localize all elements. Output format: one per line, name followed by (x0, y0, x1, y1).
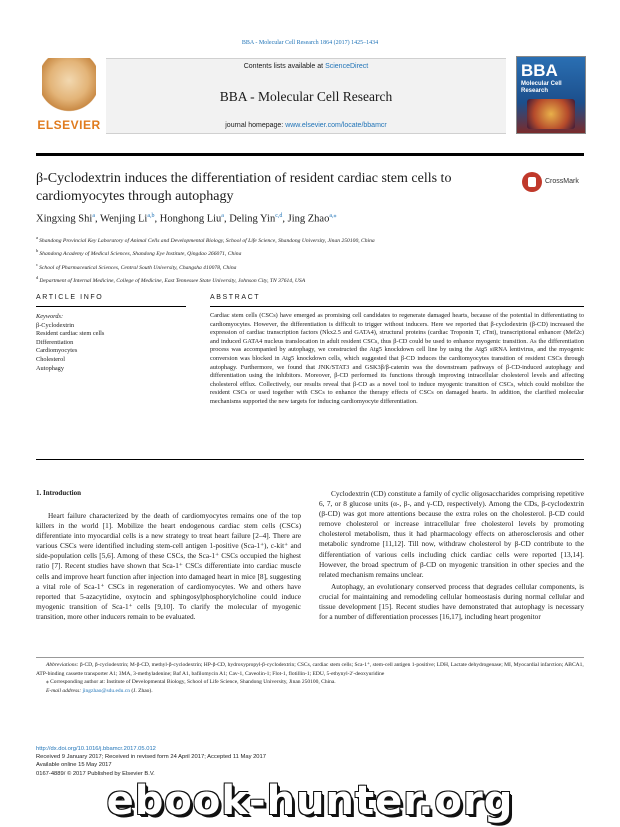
body-column-right (319, 489, 584, 622)
cover-title: BBA (521, 61, 558, 80)
keyword: Cardiomyocytes (36, 347, 78, 355)
journal-cover-thumbnail[interactable] (516, 56, 586, 134)
article-info-rule (36, 306, 186, 307)
author-affiliation-marker[interactable]: a (92, 213, 95, 219)
body-column-left (36, 511, 301, 622)
affiliation-marker: b (36, 248, 40, 254)
email-footnote (36, 687, 584, 696)
author-affiliation-marker[interactable]: a,⁎ (329, 213, 337, 219)
affiliation-marker: c (36, 261, 40, 267)
keywords-block (36, 313, 186, 373)
affiliation (36, 246, 584, 259)
email-link[interactable]: jingzhao@sdu.edu.cn (82, 687, 130, 694)
abbreviations-text: β-CD, β-cyclodextrin; M-β-CD, methyl-β-cyclodextrin; HP-β-CD, hydroxypropyl-β-cyclodextrin; CSCs, cardiac stem cells; Sca-1⁺, stem-cell antigen 1-positive; LDH, Lactate dehydrogenase; MI, Myocardial infarction; ABCA1, ATP-binding cassette transporter A1; 3MA, 3-methyladenine; Baf A1, bafilomycin A1; Cav-1, Caveolin-1; Flot-1, flotillin-1; EDU, 5-ethynyl-2′-deoxyuridine (36, 662, 584, 677)
author-affiliation-marker[interactable]: a (221, 213, 224, 219)
journal-title: BBA - Molecular Cell Research (219, 89, 393, 104)
contents-line (106, 63, 506, 70)
keyword: Cholesterol (36, 355, 66, 363)
cover-image (527, 99, 575, 129)
affiliation (36, 233, 584, 246)
footnote-rule (36, 657, 584, 658)
affiliation-marker: a (36, 235, 40, 240)
affiliation (36, 260, 584, 273)
keyword: Resident cardiac stem cells (36, 330, 105, 338)
copyright-line: 0167-4889/ © 2017 Published by Elsevier B.V. (36, 770, 155, 777)
watermark-text: ebook-hunter.org (106, 778, 514, 824)
body-paragraph: Autophagy, an evolutionary conserved process that degrades cellular components, is crucial for maintaining and remodeling cellular homeostasis during normal cellular and tissue development [15]. Recent studies have demonstrated that autophagy is necessary for a number of differentiation processes [16,17], including heart progenitor (319, 581, 584, 622)
corresponding-author-footnote: ⁎ Corresponding author at: Institute of Developmental Biology, School of Life Science, Shandong University, Jinan 250100, China. (46, 679, 336, 685)
keyword: β-Cyclodextrin (36, 321, 75, 329)
elsevier-logo[interactable] (36, 56, 102, 134)
abbreviations-footnote (36, 661, 584, 678)
keyword: Autophagy (36, 364, 64, 372)
affiliation-marker: d (36, 275, 40, 281)
author-name[interactable]: Deling Yin (229, 213, 276, 225)
affiliation-list (36, 233, 584, 286)
affiliation-text: School of Pharmaceutical Sciences, Central South University, Changsha 410078, China (39, 264, 237, 271)
elsevier-wordmark: ELSEVIER (37, 118, 101, 132)
abstract-text: Cardiac stem cells (CSCs) have emerged as promising cell candidates to regenerate damaged hearts, because of the potential in differentiating to cardiomyocytes. However, the differentiation is difficult to trigger without inducers. Here we reported that β-cyclodextrin (β-CD) increased the expression of cardiac transcription factors (Nkx2.5 and GATA4), structural proteins (cardiac Troponin T, cTnt), transcriptional enhancer (Mef2c) and induced GATA4 nucleus translocation in adult resident CSCs, thus β-CD could be used to enhance myogenic transition. As the differentiation process was accompanied by autophagy, we constructed the Atg5 knockdown cell line by using the Atg5 siRNA lentivirus, and the myogenic conversion was blocked in Atg5 knockdown cells, which suggested that β-CD induces the cardiomyocytes transition of resident CSCs through autophagy. Furthermore, we found that JNK/STAT3 and GSK3β/β-catenin was the downstream pathways of β-CD-induced autophagy and differentiation using the inhibitors. Moreover, β-CD performed its functions through improving intracellular cholesterol levels and affecting cholesterol efflux. Collectively, our results reveal that β-CD as a novel tool to induce myogenic transition of CSCs, which could mobilize the resident CSCs or used together with CSCs to enhance the therapy effects of CSCs on damaged hearts. In addition, the clarified molecular mechanisms supported the new targets for inducing cardiomyocyte differentiation. (210, 312, 584, 405)
elsevier-tree-icon (42, 58, 96, 114)
author-name[interactable]: Honghong Liu (159, 213, 222, 225)
journal-banner (106, 58, 506, 134)
keyword: Differentiation (36, 338, 74, 346)
affiliation-text: Department of Internal Medicine, College of Medicine, East Tennessee State University, Johnson City, TN 37614, USA (39, 277, 306, 284)
journal-masthead (36, 56, 586, 136)
author-name[interactable]: Xingxing Shi (36, 213, 93, 225)
cover-subtitle: Molecular Cell Research (521, 81, 562, 94)
contents-prefix: Contents lists available at (243, 63, 326, 70)
sciencedirect-link[interactable]: ScienceDirect (325, 63, 369, 70)
email-label: E-mail address: (46, 687, 82, 694)
section-heading-introduction: 1. Introduction (36, 489, 81, 497)
author-affiliation-marker[interactable]: a,b (147, 213, 155, 219)
abstract-rule (210, 306, 584, 307)
abbreviations-label: Abbreviations: (46, 662, 79, 668)
homepage-link[interactable]: www.elsevier.com/locate/bbamcr (285, 122, 387, 129)
author-name[interactable]: Wenjing Li (100, 213, 148, 225)
author-name[interactable]: Jing Zhao (287, 213, 330, 225)
abstract-heading: ABSTRACT (210, 294, 261, 301)
received-dates: Received 9 January 2017; Received in revised form 24 April 2017; Accepted 11 May 2017 (36, 754, 266, 761)
affiliation-text: Shandong Academy of Medical Sciences, Shandong Eye Institute, Qingdao 266071, China (39, 251, 242, 258)
footnotes (36, 661, 584, 695)
author-affiliation-marker[interactable]: c,d (275, 213, 283, 219)
doi-link[interactable]: http://dx.doi.org/10.1016/j.bbamcr.2017.05.012 (36, 746, 156, 752)
header-divider (36, 153, 584, 156)
crossmark-button[interactable] (522, 172, 584, 194)
crossmark-label: CrossMark (545, 178, 579, 185)
homepage-line (106, 122, 506, 129)
article-info-heading: ARTICLE INFO (36, 294, 104, 301)
author-list: Xingxing Shi$^a$, Wenjing Li$^{a,b}$, Honghong Liu$^a$, Deling Yin$^{c,d}$, Jing Zhao$^{a,⁎}$ (36, 213, 337, 225)
body-paragraph: Heart failure characterized by the death of cardiomyocytes remains one of the top killers in the world [1]. Mobilize the heart endogenous cardiac stem cells (CSCs) differentiate into myocardial cells is a new strategy to treat heart failure [2–4]. There are various CSCs were identified including stem-cell antigen 1-positive (Sca-1⁺), c-kit⁺ and side-population cells [5,6]. Among of these CSCs, the Sca-1⁺ CSCs occupied the highest ratio [7]. Recent studies have shown that Sca-1⁺ CSCs differentiate into cardiac muscle cells and improve heart function after injection into damaged heart in mice [8], suggesting a vital role of Sca-1⁺ CSCs in regeneration of cardiomyocytes. We and others have reported that 5-azacytidine, oxytocin and sphingosylphosphorylcholine could induce myogenic transition of Sca-1⁺ cells [9,10]. To clarify the molecular of myogenic transition, more other inducers remain to be evaluated. (36, 511, 301, 621)
affiliation-text: Shandong Provincial Key Laboratory of Animal Cells and Developmental Biology, School of Life Science, Shandong University, Jinan 250100, China (39, 237, 375, 244)
affiliation (36, 273, 584, 286)
body-paragraph: Cyclodextrin (CD) constitute a family of cyclic oligosaccharides comprising repetitive 6, 7, or 8 glucose units (α-, β-, and γ-CD, respectively). Among the CDs, β-cyclodextrin (β-CD) was got more attentions because the extra roles on the cholesterol. β-CD could remove cholesterol or increase intracellular free cholesterol levels by promoting cholesterol metabolism, thus it had pharmacology effects on atherosclerosis and other metabolic syndrome [11,12]. Till now, withdraw cholesterol by β-CD contribute to the differentiation of various cells including chick cardiac cells were reported [13,14]. However, the broad spectrum of β-CD on myogenic transition in other species and the related mechanism remains unclear. (319, 489, 584, 579)
online-date: Available online 15 May 2017 (36, 762, 112, 769)
email-suffix: (J. Zhao). (131, 687, 153, 694)
article-title: β-Cyclodextrin induces the differentiation of resident cardiac stem cells to cardiomyocytes through autophagy (36, 171, 452, 204)
crossmark-icon (522, 172, 542, 192)
publication-info (36, 745, 336, 778)
homepage-prefix: journal homepage: (225, 122, 286, 129)
keywords-label: Keywords: (36, 313, 64, 320)
journal-citation[interactable]: BBA - Molecular Cell Research 1864 (2017) 1425–1434 (241, 40, 379, 46)
abstract-bottom-rule (36, 459, 584, 460)
